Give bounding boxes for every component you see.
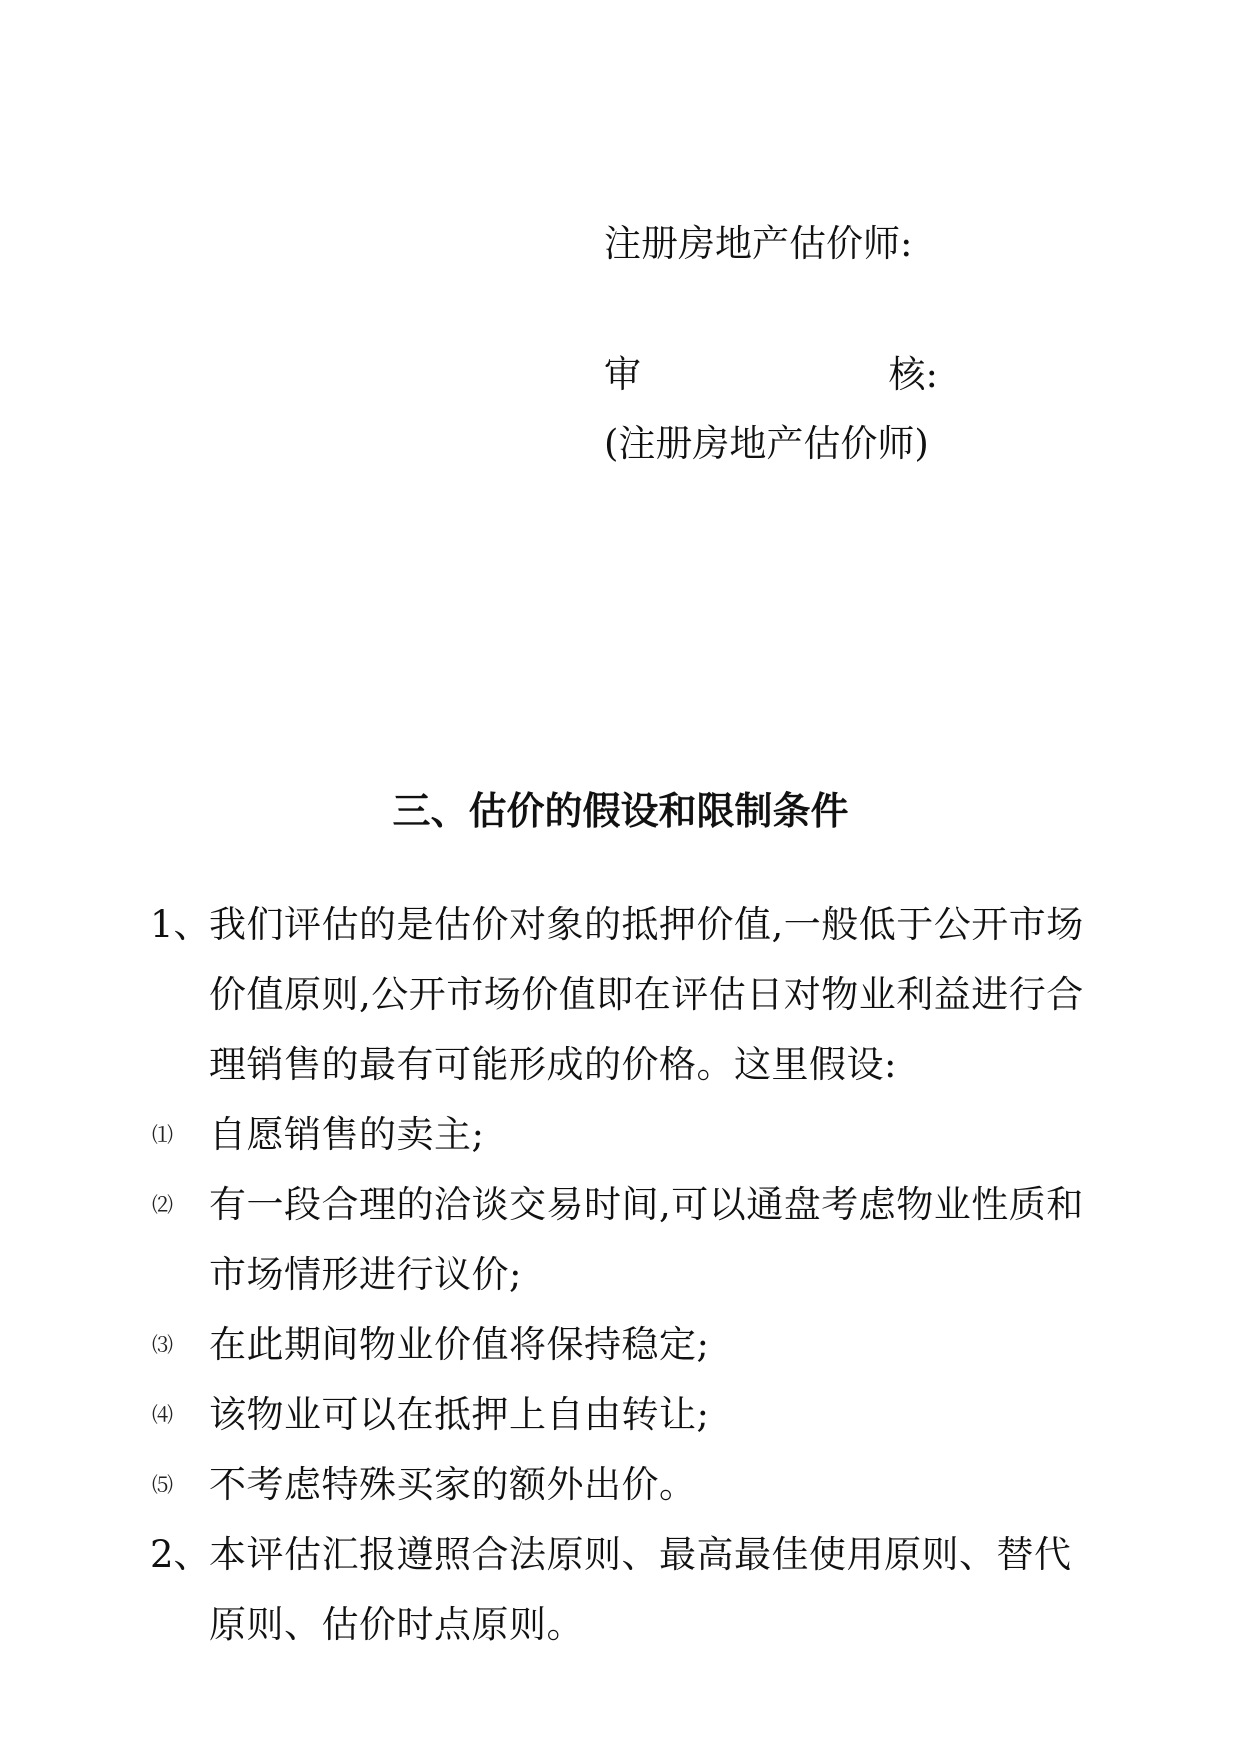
item-1-line-3: 理销售的最有可能形成的价格。这里假设:	[209, 1043, 897, 1086]
section-heading: 三、估价的假设和限制条件	[392, 789, 849, 833]
subitem-3-line-1: 在此期间物业价值将保持稳定;	[209, 1323, 710, 1366]
review-label-char-2: 核:	[888, 353, 938, 396]
subitem-4-marker: ⑷	[152, 1403, 173, 1427]
subitem-1-marker: ⑴	[152, 1123, 173, 1147]
item-2-line-2: 原则、估价时点原则。	[209, 1603, 584, 1646]
item-2-number: 2、	[150, 1533, 211, 1576]
subitem-5-line-1: 不考虑特殊买家的额外出价。	[209, 1463, 697, 1506]
subitem-4-line-1: 该物业可以在抵押上自由转让;	[209, 1393, 710, 1436]
item-1-number: 1、	[150, 903, 211, 946]
item-1-line-2: 价值原则,公开市场价值即在评估日对物业利益进行合	[209, 973, 1084, 1016]
subitem-2-marker: ⑵	[152, 1193, 173, 1217]
appraiser-signature-label: 注册房地产估价师:	[604, 222, 913, 265]
review-label-char-1: 审	[604, 353, 641, 396]
subitem-3-marker: ⑶	[152, 1333, 173, 1357]
subitem-5-marker: ⑸	[152, 1473, 173, 1497]
item-2-line-1: 本评估汇报遵照合法原则、最高最佳使用原则、替代	[209, 1533, 1072, 1576]
subitem-1-line-1: 自愿销售的卖主;	[209, 1113, 485, 1156]
subitem-2-line-2: 市场情形进行议价;	[209, 1253, 522, 1296]
review-signature-label	[604, 350, 938, 400]
item-1-line-1: 我们评估的是估价对象的抵押价值,一般低于公开市场	[209, 903, 1084, 946]
review-signature-note: (注册房地产估价师)	[604, 422, 929, 465]
subitem-2-line-1: 有一段合理的洽谈交易时间,可以通盘考虑物业性质和	[209, 1183, 1084, 1226]
